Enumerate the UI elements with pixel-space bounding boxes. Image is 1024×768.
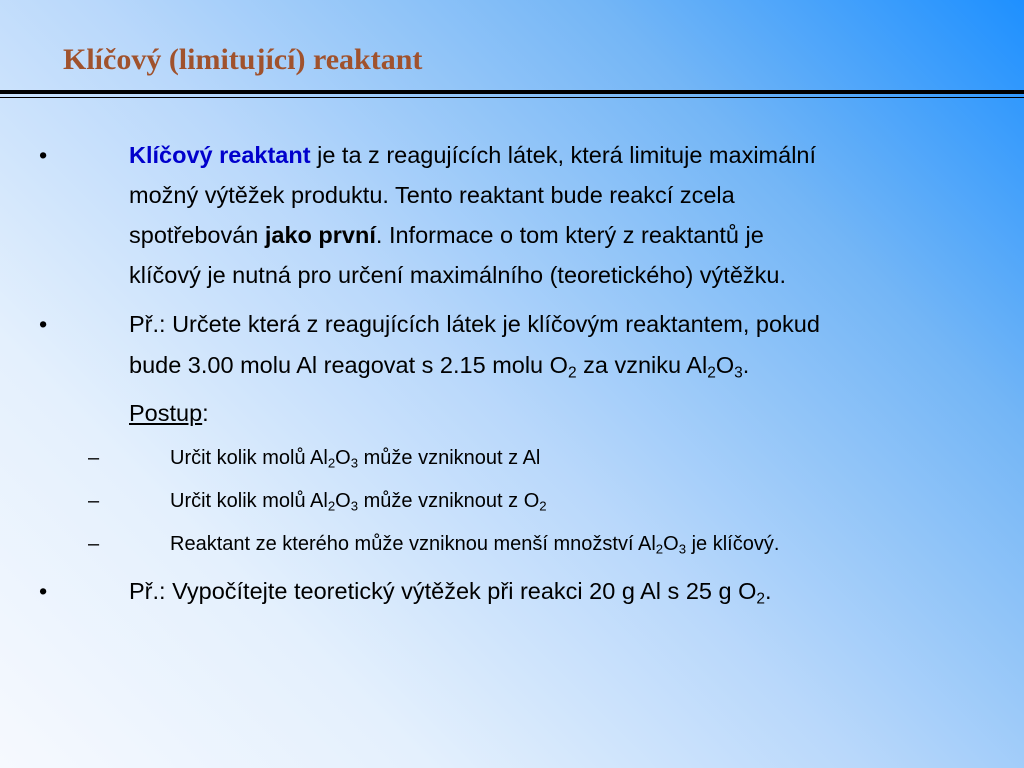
subscript: 2 bbox=[655, 541, 664, 557]
subitem-text bbox=[170, 443, 540, 473]
dash-marker: – bbox=[88, 490, 100, 512]
subscript: 3 bbox=[350, 498, 359, 514]
text-run: . Informace o tom který z reaktantů je bbox=[375, 222, 764, 248]
subscript: 2 bbox=[567, 364, 577, 382]
text-run: O bbox=[335, 447, 351, 469]
subitem-2 bbox=[0, 486, 1024, 516]
text-run: za vzniku Al bbox=[576, 352, 708, 378]
subscript: 2 bbox=[756, 590, 765, 608]
bullet-marker: • bbox=[39, 311, 48, 337]
dash-marker: – bbox=[88, 533, 100, 555]
subitem-text bbox=[170, 486, 547, 516]
postup-heading bbox=[129, 393, 209, 433]
text-run: bude 3.00 molu Al reagovat s 2.15 molu O bbox=[129, 352, 568, 378]
text-run: : bbox=[202, 400, 209, 426]
slide-title: Klíčový (limitující) reaktant bbox=[63, 43, 423, 76]
text-run: Určit kolik molů Al bbox=[170, 490, 328, 512]
bullet-text bbox=[129, 135, 816, 175]
text-run: je ta z reagujících látek, která limituje maximální bbox=[310, 142, 817, 168]
subscript: 3 bbox=[734, 364, 743, 382]
title-divider-thick bbox=[0, 90, 1024, 94]
bold-phrase: jako první bbox=[264, 222, 376, 248]
bullet-text: Př.: Určete která z reagujících látek je klíčovým reaktantem, pokud bbox=[129, 311, 820, 337]
subitem-1 bbox=[0, 443, 1024, 473]
text-run: . bbox=[742, 352, 750, 378]
bullet-1-line-1 bbox=[0, 135, 1024, 175]
postup-label: Postup bbox=[129, 400, 203, 426]
bullet-1-line-3 bbox=[129, 215, 764, 255]
subscript: 3 bbox=[678, 541, 687, 557]
text-run: O bbox=[715, 352, 735, 378]
subscript: 2 bbox=[327, 455, 336, 471]
bullet-1-line-2: možný výtěžek produktu. Tento reaktant bude reakcí zcela bbox=[129, 182, 735, 208]
bullet-3-line-1 bbox=[0, 571, 1024, 611]
text-run: může vzniknout z O bbox=[358, 490, 540, 512]
title-divider-thin bbox=[0, 97, 1024, 98]
text-run: Reaktant ze kterého může vzniknou menší množství Al bbox=[170, 533, 656, 555]
subitem-3 bbox=[0, 529, 1024, 559]
bullet-1-line-4: klíčový je nutná pro určení maximálního (teoretického) výtěžku. bbox=[129, 262, 786, 288]
subscript: 2 bbox=[327, 498, 336, 514]
bullet-marker: • bbox=[39, 142, 48, 168]
text-run: spotřebován bbox=[129, 222, 265, 248]
text-run: Př.: Vypočítejte teoretický výtěžek při reakci 20 g Al s 25 g O bbox=[129, 578, 757, 604]
bullet-2-line-1 bbox=[0, 304, 1024, 344]
bullet-2-line-2 bbox=[129, 345, 749, 385]
text-run: může vzniknout z Al bbox=[358, 447, 541, 469]
text-run: O bbox=[663, 533, 679, 555]
text-run: O bbox=[335, 490, 351, 512]
subscript: 2 bbox=[539, 498, 547, 514]
dash-marker: – bbox=[88, 447, 100, 469]
subscript: 2 bbox=[707, 364, 716, 382]
bullet-text bbox=[129, 571, 772, 611]
bullet-marker: • bbox=[39, 578, 48, 604]
text-run: . bbox=[765, 578, 772, 604]
key-term: Klíčový reaktant bbox=[129, 142, 311, 168]
subitem-text bbox=[170, 529, 779, 559]
text-run: Určit kolik molů Al bbox=[170, 447, 328, 469]
subscript: 3 bbox=[350, 455, 359, 471]
text-run: je klíčový. bbox=[686, 533, 780, 555]
